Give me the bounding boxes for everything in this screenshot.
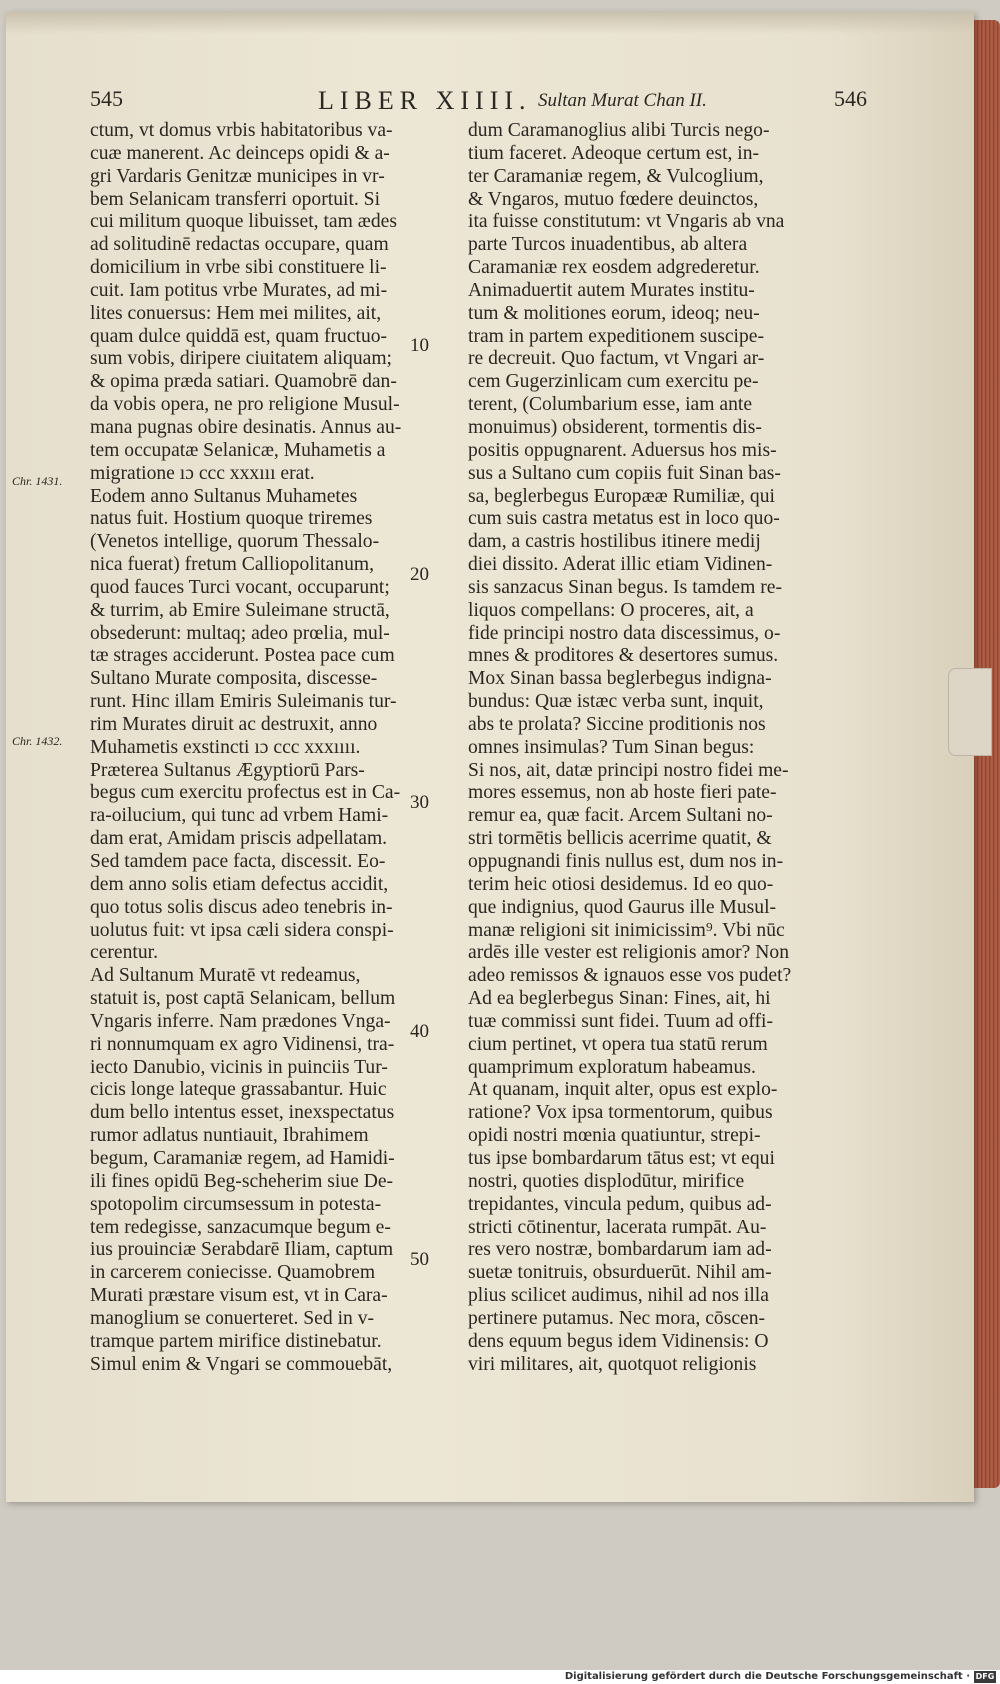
text-line: re decreuit. Quo factum, vt Vngari ar- xyxy=(468,348,765,370)
footer-credit: Digitalisierung gefördert durch die Deutsche Forschungsgemeinschaft · xyxy=(564,1671,970,1682)
text-line: tem occupatæ Selanicæ, Muhametis a xyxy=(90,439,386,461)
text-line: nostri, quoties displodūtur, mirifice xyxy=(468,1170,745,1192)
text-line: quamprimum exploratum habeamus. xyxy=(468,1056,756,1078)
dfg-logo: DFG xyxy=(975,1672,995,1681)
text-line: rumor adlatus nuntiauit, Ibrahimem xyxy=(90,1125,369,1147)
text-line: statuit is, post captā Selanicam, bellum xyxy=(90,988,396,1010)
text-line: tus ipse bombardarum tātus est; vt equi xyxy=(468,1147,775,1169)
page-top-shadow xyxy=(6,12,974,34)
right-text-column xyxy=(468,120,828,1376)
text-line: tramque partem mirifice distinebatur. xyxy=(90,1330,382,1352)
text-line: cuit. Iam potitus vrbe Murates, ad mi- xyxy=(90,279,388,301)
text-line: Eodem anno Sultanus Muhametes xyxy=(90,485,358,507)
text-line: sum vobis, diripere ciuitatem aliquam; xyxy=(90,348,393,370)
text-line: tem redegisse, sanzacumque begum e- xyxy=(90,1216,391,1238)
text-line: gri Vardaris Genitzæ municipes in vr- xyxy=(90,165,385,187)
text-line: suetæ tonitruis, obsurduerūt. Nihil am- xyxy=(468,1262,772,1284)
text-line: Murati præstare visum est, vt in Cara- xyxy=(90,1285,388,1307)
text-line: sa, beglerbegus Europææ Rumiliæ, qui xyxy=(468,485,775,507)
text-line: opidi nostri mœnia quatiuntur, strepi- xyxy=(468,1125,761,1147)
text-line: trepidantes, vincula pedum, quibus ad- xyxy=(468,1193,772,1215)
text-line: stricti cōtinentur, lacerata rumpāt. Au- xyxy=(468,1216,767,1238)
text-line: iecto Danubio, vicinis in puinciis Tur- xyxy=(90,1056,388,1078)
text-line: Ad Sultanum Muratē vt redeamus, xyxy=(90,965,361,987)
text-line: que indignius, quod Gaurus ille Musul- xyxy=(468,896,777,918)
text-line: natus fuit. Hostium quoque triremes xyxy=(90,508,373,530)
text-line: cem Gugerzinlicam cum exercitu pe- xyxy=(468,371,759,393)
text-line: cium pertinet, vt opera tua statū rerum xyxy=(468,1033,768,1055)
text-line: mores essemus, non ab hoste fieri pate- xyxy=(468,782,777,804)
text-line: dum Caramanoglius alibi Turcis nego- xyxy=(468,120,770,141)
text-line: ad solitudinē redactas occupare, quam xyxy=(90,234,389,256)
text-line: cuæ manerent. Ac deinceps opidi & a- xyxy=(90,142,390,164)
text-line: viri militares, ait, quotquot religionis xyxy=(468,1353,757,1375)
text-line: ter Caramaniæ regem, & Vulcoglium, xyxy=(468,165,764,187)
text-line: & turrim, ab Emire Suleimane structā, xyxy=(90,599,390,621)
text-line: Animaduertit autem Murates institu- xyxy=(468,279,755,301)
text-line: (Venetos intellige, quorum Thessalo- xyxy=(90,531,380,553)
text-line: dem anno solis etiam defectus accidit, xyxy=(90,873,389,895)
text-line: ratione? Vox ipsa tormentorum, quibus xyxy=(468,1102,773,1124)
margin-note: Chr. 1431. xyxy=(12,474,63,488)
text-line: diei dissito. Aderat illic etiam Vidinen- xyxy=(468,554,773,576)
text-line: manoglium se conuerteret. Sed in v- xyxy=(90,1307,375,1329)
line-number: 20 xyxy=(410,564,429,585)
text-line: quod fauces Turci vocant, occuparunt; xyxy=(90,576,390,598)
text-line: ardēs ille vester est religionis amor? Non xyxy=(468,942,790,964)
text-line: quo totus solis discus adeo tenebris in- xyxy=(90,896,393,918)
text-line: Muhametis exstincti ıɔ ccc xxxıııı. xyxy=(90,736,361,758)
text-line: dam erat, Amidam priscis adpellatam. xyxy=(90,828,388,850)
text-line: tium faceret. Adeoque certum est, in- xyxy=(468,142,760,164)
text-line: migratione ıɔ ccc xxxııı erat. xyxy=(90,462,315,484)
text-line: remur ea, quæ facit. Arcem Sultani no- xyxy=(468,805,773,827)
text-line: uolutus fuit: vt ipsa cæli sidera conspi- xyxy=(90,919,394,941)
text-line: tum & molitiones eorum, ideoq; neu- xyxy=(468,302,760,324)
text-line: liquos compellans: O proceres, ait, a xyxy=(468,599,754,621)
text-line: ita fuisse constitutum: vt Vngaris ab vna xyxy=(468,211,785,233)
book-clasp xyxy=(948,668,992,756)
text-line: ri nonnumquam ex agro Vidinensi, tra- xyxy=(90,1033,395,1055)
text-line: Ad ea beglerbegus Sinan: Fines, ait, hi xyxy=(468,988,771,1010)
text-line: ctum, vt domus vrbis habitatoribus va- xyxy=(90,120,393,141)
text-line: quam dulce quiddā est, quam fructuo- xyxy=(90,325,388,347)
text-line: positis oppugnarent. Aduersus hos mis- xyxy=(468,439,777,461)
text-line: & Vngaros, mutuo fœdere deuinctos, xyxy=(468,188,759,210)
page-number-right: 546 xyxy=(834,86,867,111)
text-line: & opima præda satiari. Quamobrē dan- xyxy=(90,371,397,393)
text-line: omnes insimulas? Tum Sinan begus: xyxy=(468,736,755,758)
text-line: obsederunt: multaq; adeo prœlia, mul- xyxy=(90,622,390,644)
text-line: dens equum begus idem Vidinensis: O xyxy=(468,1330,769,1352)
text-line: adeo remissos & ignauos esse vos pudet? xyxy=(468,965,792,987)
text-line: cerentur. xyxy=(90,942,158,964)
text-line: monuimus) obsiderent, tormentis dis- xyxy=(468,416,762,438)
text-line: nica fuerat) fretum Calliopolitanum, xyxy=(90,554,375,576)
text-line: Simul enim & Vngari se commouebāt, xyxy=(90,1353,393,1375)
text-line: ius prouinciæ Serabdarē Iliam, captum xyxy=(90,1239,394,1261)
text-line: dam, a castris hostilibus itinere medij xyxy=(468,531,761,553)
text-line: terent, (Columbarium esse, iam ante xyxy=(468,394,753,416)
text-line: Si nos, ait, datæ principi nostro fidei me- xyxy=(468,759,789,781)
text-line: Præterea Sultanus Ægyptiorū Pars- xyxy=(90,759,365,781)
text-line: stri tormētis bellicis acerrime quatit, & xyxy=(468,828,772,850)
running-title: LIBER XIIII. xyxy=(318,86,532,115)
text-line: Caramaniæ rex eosdem adgrederetur. xyxy=(468,257,760,279)
text-line: cicis longe lateque grassabantur. Huic xyxy=(90,1079,387,1101)
left-text-column xyxy=(90,120,444,1376)
text-line: plius scilicet audimus, nihil ad nos illa xyxy=(468,1285,769,1307)
text-line: pertinere putamus. Nec mora, cōscen- xyxy=(468,1307,766,1329)
text-line: sus a Sultano cum copiis fuit Sinan bas- xyxy=(468,462,781,484)
text-line: abs te prolata? Siccine proditionis nos xyxy=(468,713,766,735)
text-line: spotopolim circumsessum in potesta- xyxy=(90,1193,382,1215)
text-line: da vobis opera, ne pro religione Musul- xyxy=(90,394,400,416)
text-line: cui militum quoque libuisset, tam ædes xyxy=(90,211,397,233)
text-line: mana pugnas obire desinatis. Annus au- xyxy=(90,416,402,438)
line-number: 10 xyxy=(410,335,429,356)
text-line: tram in partem expeditionem suscipe- xyxy=(468,325,764,347)
text-line: terim heic otiosi desidemus. Id eo quo- xyxy=(468,873,774,895)
text-line: manæ religioni sit inimicissim⁹. Vbi nūc xyxy=(468,919,785,941)
text-line: tuæ commissi sunt fidei. Tuum ad offi- xyxy=(468,1010,773,1032)
text-line: lites conuersus: Hem mei milites, ait, xyxy=(90,302,382,324)
text-line: Sed tamdem pace facta, discessit. Eo- xyxy=(90,851,386,872)
text-line: dum bello intentus esset, inexspectatus xyxy=(90,1102,395,1124)
text-line: bundus: Quæ istæc verba sunt, inquit, xyxy=(468,691,764,713)
running-subtitle: Sultan Murat Chan II. xyxy=(538,90,707,111)
text-line: ili fines opidū Beg-scheherim siue De- xyxy=(90,1170,394,1192)
text-line: cum suis castra metatus est in loco quo- xyxy=(468,508,780,530)
footer-bar xyxy=(0,1670,1000,1684)
text-line: begum, Caramaniæ regem, ad Hamidi- xyxy=(90,1147,395,1169)
margin-note: Chr. 1432. xyxy=(12,734,63,748)
text-line: mnes & proditores & desertores sumus. xyxy=(468,645,779,667)
line-number: 50 xyxy=(410,1249,429,1270)
text-line: sis sanzacus Sinan begus. Is tamdem re- xyxy=(468,576,782,598)
text-line: Sultano Murate composita, discesse- xyxy=(90,668,378,690)
text-line: Vngaris inferre. Nam prædones Vnga- xyxy=(90,1010,391,1032)
text-line: ra-oilucium, qui tunc ad vrbem Hami- xyxy=(90,805,389,827)
text-line: oppugnandi finis nullus est, dum nos in- xyxy=(468,851,784,872)
text-line: bem Selanicam transferri oportuit. Si xyxy=(90,188,381,210)
text-line: rim Murates diruit ac destruxit, anno xyxy=(90,713,378,735)
line-number: 40 xyxy=(410,1021,429,1042)
text-line: begus cum exercitu profectus est in Ca- xyxy=(90,782,401,804)
text-line: fide principi nostro data discessimus, o- xyxy=(468,622,781,644)
text-line: runt. Hinc illam Emiris Suleimanis tur- xyxy=(90,691,397,713)
text-line: Mox Sinan bassa beglerbegus indigna- xyxy=(468,668,772,690)
text-line: res vero nostræ, bombardarum iam ad- xyxy=(468,1239,772,1261)
text-line: tæ strages acciderunt. Postea pace cum xyxy=(90,645,395,667)
text-line: parte Turcos inuadentibus, ab altera xyxy=(468,234,748,256)
page-number-left: 545 xyxy=(90,86,123,111)
text-line: domicilium in vrbe sibi constituere li- xyxy=(90,257,387,279)
text-line: At quanam, inquit alter, opus est explo- xyxy=(468,1079,778,1101)
line-number: 30 xyxy=(410,792,429,813)
text-line: in carcerem coniecisse. Quamobrem xyxy=(90,1262,376,1284)
